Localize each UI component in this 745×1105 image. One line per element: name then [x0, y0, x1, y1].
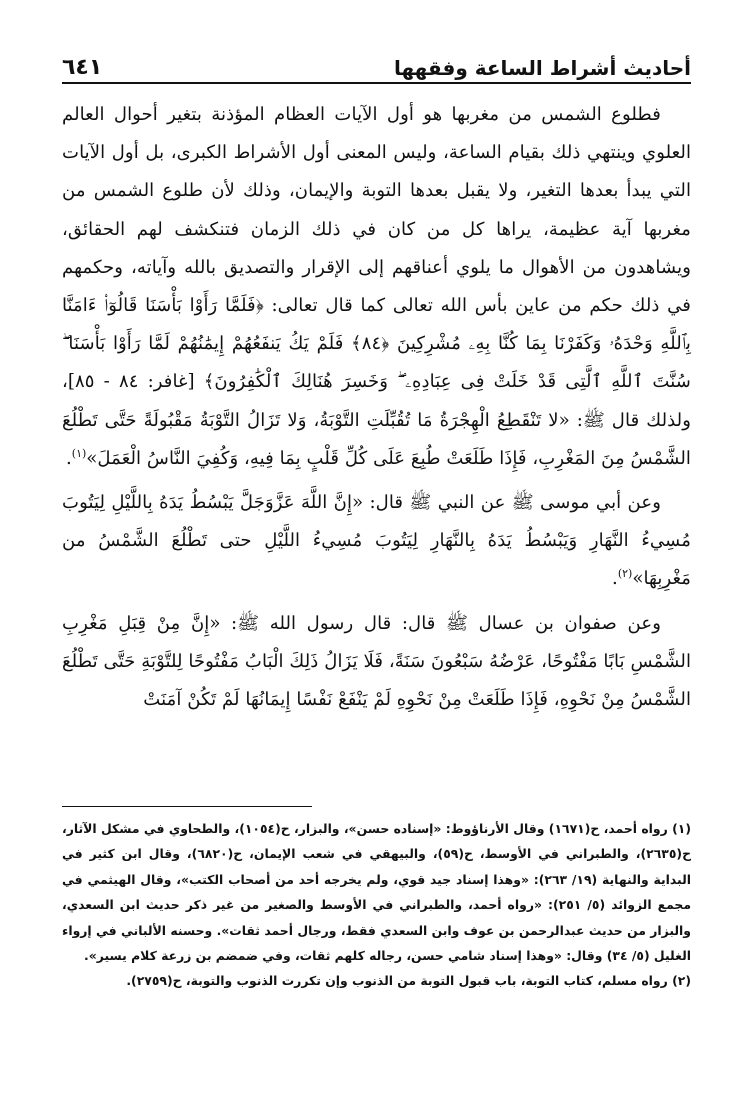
footnotes [62, 816, 691, 994]
footnote-2: (٢) رواه مسلم، كتاب التوبة، باب قبول التوبة من الذنوب وإن تكررت الذنوب والتوبة، ح(٢٧٥٩). [126, 973, 691, 989]
paragraph-1-text: فطلوع الشمس من مغربها هو أول الآيات العظام المؤذنة بتغير أحوال العالم العلوي وينتهي ذلك بقيام الساعة، وليس المعنى أول الأشراط الكبرى، بل أول الآيات التي يبدأ بعدها التغير، ولا يقبل بعدها التوبة والإيمان، وذلك لأن طلوع الشمس من مغربها آية عظيمة، يراها كل من كان في ذلك الزمان فتنكشف لهم الحقائق، ويشاهدون من الأهوال ما يلوي أعناقهم إلى الإقرار والتصديق بالله وآياته، وحكمهم في ذلك حكم من عاين بأس الله تعالى كما قال تعالى: ﴿فَلَمَّا رَأَوْا بَأْسَنَا قَالُوٓا۟ ءَامَنَّا بِٱللَّهِ وَحْدَهُۥ وَكَفَرْنَا بِمَا كُنَّا بِهِۦ مُشْرِكِينَ ﴿٨٤﴾ فَلَمْ يَكُ يَنفَعُهُمْ إِيمَٰنُهُمْ لَمَّا رَأَوْا بَأْسَنَا ۖ سُنَّتَ ٱللَّهِ ٱلَّتِى قَدْ خَلَتْ فِى عِبَادِهِۦ ۖ وَخَسِرَ هُنَالِكَ ٱلْكَٰفِرُونَ﴾ [غافر: ٨٤ - ٨٥]، ولذلك قال ﷺ: «لا تَنْقَطِعُ الْهِجْرَةُ مَا تُقُبِّلَتِ التَّوْبَةُ، وَلا تَزَالُ التَّوْبَةُ مَقْبُولَةً حَتَّى تَطْلُعَ الشَّمْسُ مِنَ المَغْرِبِ، فَإِذَا طَلَعَتْ طُبِعَ عَلَى كُلِّ قَلْبٍ بِمَا فِيهِ، وَكُفِيَ النَّاسُ الْعَمَلَ» [62, 104, 691, 469]
footnote-ref-2[interactable]: (٢) [617, 567, 633, 581]
running-title: أحاديث أشراط الساعة وفقهها [393, 56, 691, 80]
footnote-ref-1[interactable]: (١) [71, 446, 87, 460]
paragraph-2-end: . [612, 568, 618, 590]
page-number: ٦٤١ [62, 55, 103, 80]
paragraph-2 [62, 484, 691, 599]
paragraph-2-text: وعن أبي موسى ﷺ عن النبي ﷺ قال: «إِنَّ اللَّهَ عَزَّوَجَلَّ يَبْسُطُ يَدَهُ بِاللَّيْلِ لِيَتُوبَ مُسِيءُ النَّهَارِ وَيَبْسُطُ يَدَهُ بِالنَّهَارِ لِيَتُوبَ مُسِيءُ اللَّيْلِ حتى تَطْلُعَ الشَّمْسُ من مَغْرِبِهَا» [62, 492, 691, 590]
paragraph-3-text: وعن صفوان بن عسال ﷺ قال: قال رسول الله ﷺ: «إِنَّ مِنْ قِبَلِ مَغْرِبِ الشَّمْسِ بَابًا مَفْتُوحًا، عَرْضُهُ سَبْعُونَ سَنَةً، فَلَا يَزَالُ ذَلِكَ الْبَابُ مَفْتُوحًا لِلتَّوْبَةِ حَتَّى تَطْلُعَ الشَّمْسُ مِنْ نَحْوِهِ، فَإِذَا طَلَعَتْ مِنْ نَحْوِهِ لَمْ يَنْفَعْ نَفْسًا إِيمَانُهَا لَمْ تَكُنْ آمَنَتْ [62, 612, 691, 711]
main-text [62, 96, 691, 719]
running-header [62, 46, 691, 80]
footnote-rule [62, 806, 312, 807]
footnote-1: (١) رواه أحمد، ح(١٦٧١) وقال الأرناؤوط: «إسناده حسن»، والبزار، ح(١٠٥٤)، والطحاوي في مشكل الآثار، ح(٢٦٣٥)، والطبراني في الأوسط، ح(٥٩)، والبيهقي في شعب الإيمان، ح(٦٨٢٠)، وقال ابن كثير في البداية والنهاية (١٩/ ٢٦٣): «وهذا إسناد جيد قوي، ولم يخرجه أحد من أصحاب الكتب»، وقال الهيثمي في مجمع الزوائد (٥/ ٢٥١): «رواه أحمد، والطبراني في الأوسط والصغير من غير ذكر حديث ابن السعدي، والبزار من حديث عبدالرحمن بن عوف وابن السعدي فقط، ورجال أحمد ثقات». وحسنه الألباني في إرواء الغليل (٥/ ٣٤) وقال: «وهذا إسناد شامي حسن، رجاله كلهم ثقات، وفي ضمضم بن زرعة كلام يسير». [62, 821, 692, 964]
paragraph-3 [62, 605, 691, 720]
header-rule [62, 82, 691, 84]
paragraph-1: فطلوع الشمس من مغربها هو أول الآيات العظام المؤذنة بتغير أحوال العالم العلوي وينتهي ذلك بقيام الساعة، وليس المعنى أول الأشراط الكبرى، بل أول الآيات التي يبدأ بعدها التغير، ولا يقبل بعدها التوبة والإيمان، وذلك لأن طلوع الشمس من مغربها آية عظيمة، يراها كل من كان في ذلك الزمان فتنكشف لهم الحقائق، ويشاهدون من الأهوال ما يلوي أعناقهم إلى الإقرار والتصديق بالله وآياته، وحكمهم في ذلك حكم من عاين بأس الله تعالى كما قال تعالى: ﴿فَلَمَّا رَأَوْا بَأْسَنَا قَالُوٓا۟ ءَامَنَّا بِٱللَّهِ وَحْدَهُۥ وَكَفَرْنَا بِمَا كُنَّا بِهِۦ مُشْرِكِينَ ﴿٨٤﴾ فَلَمْ يَكُ يَنفَعُهُمْ إِيمَٰنُهُمْ لَمَّا رَأَوْا بَأْسَنَا ۖ سُنَّتَ ٱللَّهِ ٱلَّتِى قَدْ خَلَتْ فِى عِبَادِهِۦ ۖ وَخَسِرَ هُنَالِكَ ٱلْكَٰفِرُونَ﴾ [غافر: ٨٤ - ٨٥]، ولذلك قال ﷺ: «لا تَنْقَطِعُ الْهِجْرَةُ مَا تُقُبِّلَتِ التَّوْبَةُ، وَلا تَزَالُ التَّوْبَةُ مَقْبُولَةً حَتَّى تَطْلُعَ الشَّمْسُ مِنَ المَغْرِبِ، فَإِذَا طَلَعَتْ طُبِعَ عَلَى كُلِّ قَلْبٍ بِمَا فِيهِ، وَكُفِيَ النَّاسُ الْعَمَلَ»$^{(١)}$. [62, 104, 691, 469]
